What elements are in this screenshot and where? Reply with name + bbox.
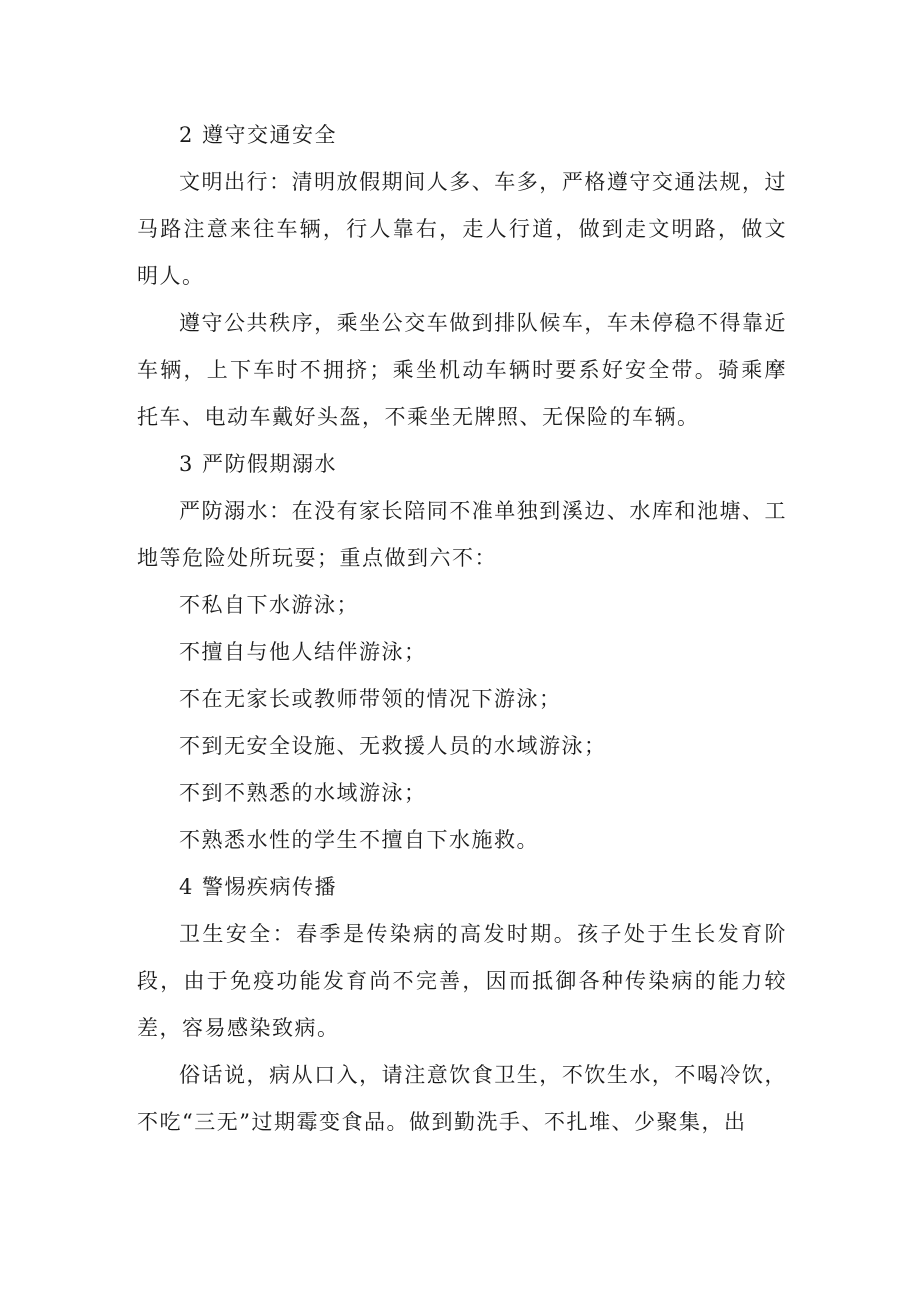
section-heading-disease: 4 警惕疾病传播	[179, 875, 338, 899]
list-item: 不擅自与他人结伴游泳；	[179, 640, 427, 664]
paragraph-food-hygiene: 俗话说，病从口入，请注意饮食卫生，不饮生水，不喝冷饮，不吃“三无”过期霉变食品。做到勤洗手、不扎堆、少聚集，出	[137, 1063, 787, 1134]
list-item: 不到无安全设施、无救援人员的水域游泳；	[179, 734, 607, 758]
paragraph-drowning-prevention: 严防溺水：在没有家长陪同不准单独到溪边、水库和池塘、工地等危险处所玩耍；重点做到六不：	[137, 499, 787, 570]
section-heading-drowning: 3 严防假期溺水	[179, 452, 338, 476]
list-item: 不熟悉水性的学生不擅自下水施救。	[179, 828, 539, 852]
document-body	[137, 112, 787, 1146]
list-item: 不在无家长或教师带领的情况下游泳；	[179, 687, 562, 711]
section-heading-traffic: 2 遵守交通安全	[179, 123, 338, 147]
paragraph-hygiene-safety: 卫生安全：春季是传染病的高发时期。孩子处于生长发育阶段，由于免疫功能发育尚不完善，因而抵御各种传染病的能力较差，容易感染致病。	[137, 922, 787, 1040]
list-item: 不到不熟悉的水域游泳；	[179, 781, 427, 805]
list-item: 不私自下水游泳；	[179, 593, 359, 617]
paragraph-civilized-travel: 文明出行：清明放假期间人多、车多，严格遵守交通法规，过马路注意来往车辆，行人靠右，走人行道，做到走文明路，做文明人。	[137, 170, 787, 288]
paragraph-public-order: 遵守公共秩序，乘坐公交车做到排队候车，车未停稳不得靠近车辆，上下车时不拥挤；乘坐机动车辆时要系好安全带。骑乘摩托车、电动车戴好头盔，不乘坐无牌照、无保险的车辆。	[137, 311, 787, 429]
